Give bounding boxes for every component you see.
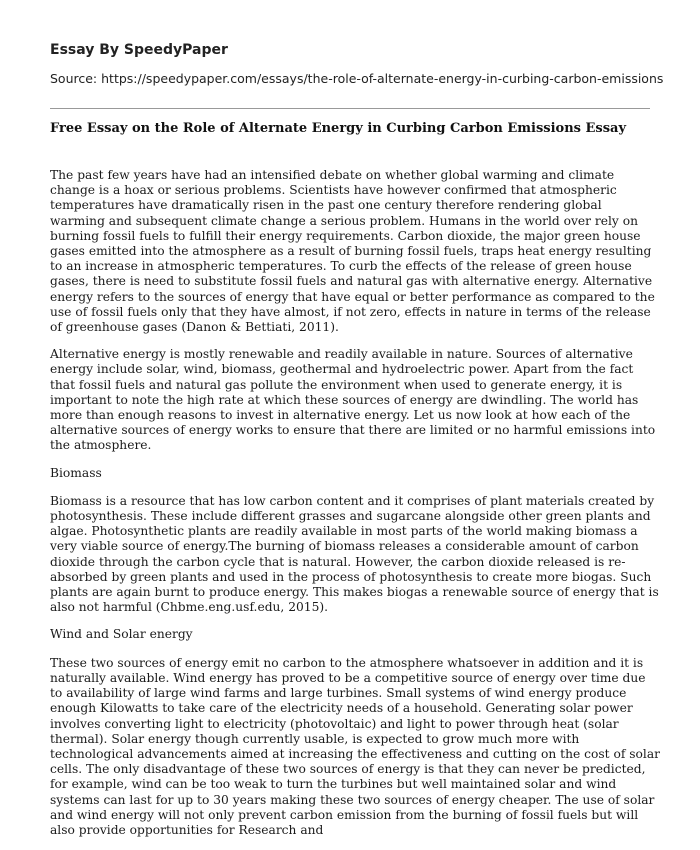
section-heading-biomass: Biomass — [50, 465, 102, 480]
essay-body — [50, 168, 660, 850]
source-line — [50, 71, 663, 86]
header-divider — [50, 108, 650, 109]
section-heading-wind-solar: Wind and Solar energy — [50, 627, 193, 642]
site-title: Essay By SpeedyPaper — [50, 42, 228, 58]
essay-title: Free Essay on the Role of Alternate Energy in Curbing Carbon Emissions Essay — [50, 121, 627, 136]
source-url-link[interactable]: https://speedypaper.com/essays/the-role-of-alternate-energy-in-curbing-carbon-emissions — [101, 71, 664, 86]
essay-paragraph: These two sources of energy emit no carbon to the atmosphere whatsoever in addition and it is naturally available. Wind energy has proved to be a competitive source of energy over time due to availability of large wind farms and large turbines. Small systems of wind energy produce enough Kilowatts to take care of the electricity needs of a household. Generating solar power involves converting light to electricity (photovoltaic) and light to power through heat (solar thermal). Solar energy though currently usable, is expected to grow much more with technological advancements aimed at increasing the effectiveness and cutting on the cost of solar cells. The only disadvantage of these two sources of energy is that they can never be predicted, for example, wind can be too weak to turn the turbines but well maintained solar and wind systems can last for up to 30 years making these two sources of energy cheaper. The use of solar and wind energy will not only prevent carbon emission from the burning of fossil fuels but will also provide opportunities for Research and — [50, 655, 660, 837]
source-label: Source: — [50, 71, 102, 86]
essay-paragraph: Alternative energy is mostly renewable and readily available in nature. Sources of alternative energy include solar, wind, biomass, geothermal and hydroelectric power. Apart from the fact that fossil fuels and natural gas pollute the environment when used to generate energy, it is important to note the high rate at which these sources of energy are dwindling. The world has more than enough reasons to invest in alternative energy. Let us now look at how each of the alternative sources of energy works to ensure that there are limited or no harmful emissions into the atmosphere. — [50, 347, 656, 453]
essay-paragraph: The past few years have had an intensified debate on whether global warming and climate change is a hoax or serious problems. Scientists have however confirmed that atmospheric temperatures have dramatically risen in the past one century therefore rendering global warming and subsequent climate change a serious problem. Humans in the world over rely on burning fossil fuels to fulfill their energy requirements. Carbon dioxide, the major green house gases emitted into the atmosphere as a result of burning fossil fuels, traps heat energy resulting to an increase in atmospheric temperatures. To curb the effects of the release of green house gases, there is need to substitute fossil fuels and natural gas with alternative energy. Alternative energy refers to the sources of energy that have equal or better performance as compared to the use of fossil fuels only that they have almost, if not zero, effects in nature in terms of the release of greenhouse gases (Danon & Bettiati, 2011). — [50, 168, 655, 335]
essay-paragraph: Biomass is a resource that has low carbon content and it comprises of plant materials created by photosynthesis. These include different grasses and sugarcane alongside other green plants and algae. Photosynthetic plants are readily available in most parts of the world making biomass a very viable source of energy.The burning of biomass releases a considerable amount of carbon dioxide through the carbon cycle that is natural. However, the carbon dioxide released is re-absorbed by green plants and used in the process of photosynthesis to create more biogas. Such plants are again burnt to produce energy. This makes biogas a renewable source of energy that is also not harmful (Chbme.eng.usf.edu, 2015). — [50, 493, 659, 615]
